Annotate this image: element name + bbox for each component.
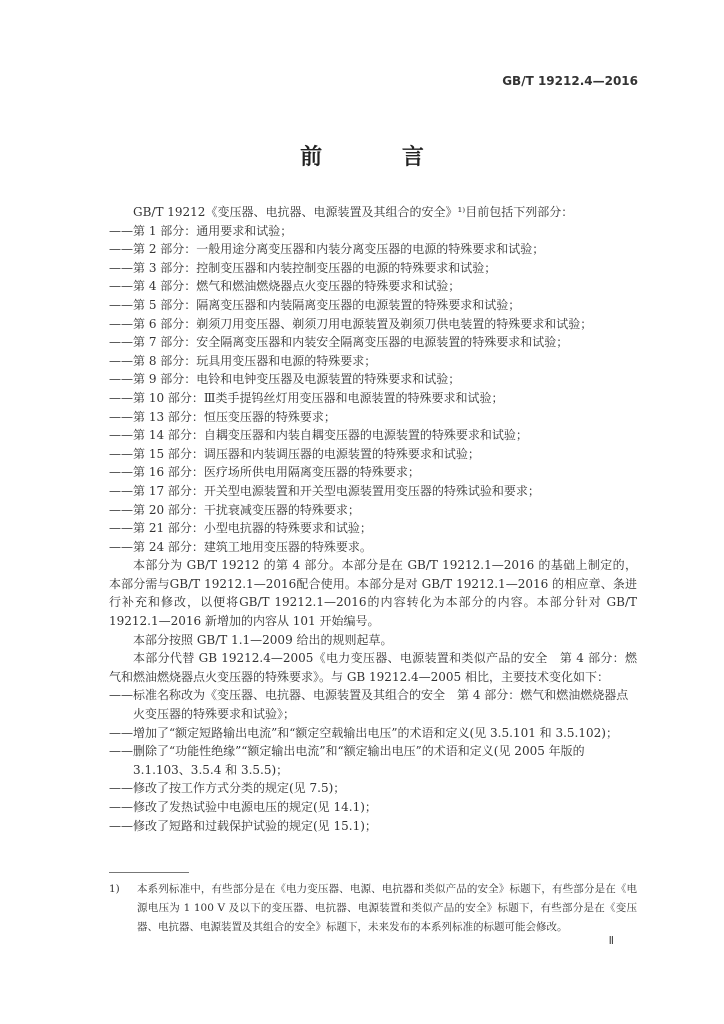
- list-item: ——第 24 部分：建筑工地用变压器的特殊要求。: [109, 539, 372, 554]
- list-item: ——修改了发热试验中电源电压的规定(见 14.1)；: [109, 800, 377, 814]
- footnote-marker: 1): [109, 883, 120, 895]
- list-item: ——第 8 部分：玩具用变压器和电源的特殊要求；: [109, 353, 377, 368]
- list-item: ——第 1 部分：通用要求和试验；: [109, 223, 293, 238]
- list-item: ——第 5 部分：隔离变压器和内装隔离变压器的电源装置的特殊要求和试验；: [109, 297, 521, 312]
- list-item: ——第 7 部分：安全隔离变压器和内装安全隔离变压器的电源装置的特殊要求和试验；: [109, 335, 569, 350]
- list-item: ——删除了“功能性绝缘”“额定输出电流”和“额定输出电压”的术语和定义(见 2005 年版的 3.1.103、3.5.4 和 3.5.5)；: [109, 744, 585, 777]
- replacement-paragraph: 本部分代替 GB 19212.4—2005《电力变压器、电源装置和类似产品的安全 第 4 部分：燃气和燃油燃烧器点火变压器的特殊要求》。与 GB 19212.4—2005 相比，主要技术变化如下：: [109, 651, 637, 684]
- footnote-text: 本系列标准中，有些部分是在《电力变压器、电源、电抗器和类似产品的安全》标题下，有些部分是在《电源电压为 1 100 V 及以下的变压器、电抗器、电源装置和类似产品的安全》标题下，有些部分是在《变压器、电抗器、电源装置及其组合的安全》标题下，未来发布的本系列标准的标题可能会修改。: [137, 883, 637, 933]
- list-item: ——第 21 部分：小型电抗器的特殊要求和试验；: [109, 521, 372, 536]
- footnote-divider: [109, 872, 189, 873]
- list-item: ——第 2 部分：一般用途分离变压器和内装分离变压器的电源的特殊要求和试验；: [109, 242, 545, 257]
- list-item: ——第 14 部分：自耦变压器和内装自耦变压器的电源装置的特殊要求和试验；: [109, 428, 528, 443]
- list-item: ——第 9 部分：电铃和电钟变压器及电源装置的特殊要求和试验；: [109, 372, 461, 387]
- list-item: ——第 20 部分：干扰衰减变压器的特殊要求；: [109, 502, 360, 517]
- list-item: ——第 13 部分：恒压变压器的特殊要求；: [109, 409, 336, 424]
- footnote: [109, 880, 637, 937]
- page-title: 前 言: [300, 144, 460, 170]
- list-item: ——增加了“额定短路输出电流”和“额定空载输出电压”的术语和定义(见 3.5.101 和 3.5.102)；: [109, 725, 618, 740]
- standard-code: GB/T 19212.4—2016: [502, 74, 638, 88]
- list-item: ——第 16 部分：医疗场所供电用隔离变压器的特殊要求；: [109, 465, 420, 480]
- list-item: ——标准名称改为《变压器、电抗器、电源装置及其组合的安全 第 4 部分：燃气和燃油燃烧器点火变压器的特殊要求和试验》；: [109, 688, 629, 722]
- list-item: ——第 15 部分：调压器和内装调压器的电源装置的特殊要求和试验；: [109, 446, 480, 461]
- list-item: ——第 17 部分：开关型电源装置和开关型电源装置用变压器的特殊试验和要求；: [109, 483, 540, 498]
- list-item: ——第 6 部分：剃须刀用变压器、剃须刀用电源装置及剃须刀供电装置的特殊要求和试验；: [109, 316, 593, 331]
- list-item: ——第 3 部分：控制变压器和内装控制变压器的电源的特殊要求和试验；: [109, 260, 497, 275]
- intro-paragraph: GB/T 19212《变压器、电抗器、电源装置及其组合的安全》¹⁾目前包括下列部分：: [133, 205, 574, 219]
- relation-paragraph: 本部分为 GB/T 19212 的第 4 部分。本部分是在 GB/T 19212.1—2016 的基础上制定的，本部分需与GB/T 19212.1—2016配合使用。本部分是对 GB/T 19212.1—2016 的相应章、条进行补充和修改，以便将GB/T 19212.1—2016的内容转化为本部分的内容。本部分针对 GB/T 19212.1—2016 新增加的内容从 101 开始编号。: [109, 558, 637, 629]
- list-item: ——第 10 部分：Ⅲ类手提钨丝灯用变压器和电源装置的特殊要求和试验；: [109, 390, 504, 405]
- page-number: Ⅱ: [608, 934, 614, 947]
- drafting-rules-paragraph: 本部分按照 GB/T 1.1—2009 给出的规则起草。: [133, 632, 393, 647]
- changes-list: [109, 686, 637, 835]
- list-item: ——修改了短路和过载保护试验的规定(见 15.1)；: [109, 818, 377, 833]
- list-item: ——修改了按工作方式分类的规定(见 7.5)；: [109, 781, 346, 796]
- list-item: ——第 4 部分：燃气和燃油燃烧器点火变压器的特殊要求和试验；: [109, 279, 461, 294]
- parts-list: [109, 222, 637, 557]
- foreword-body: [109, 203, 637, 835]
